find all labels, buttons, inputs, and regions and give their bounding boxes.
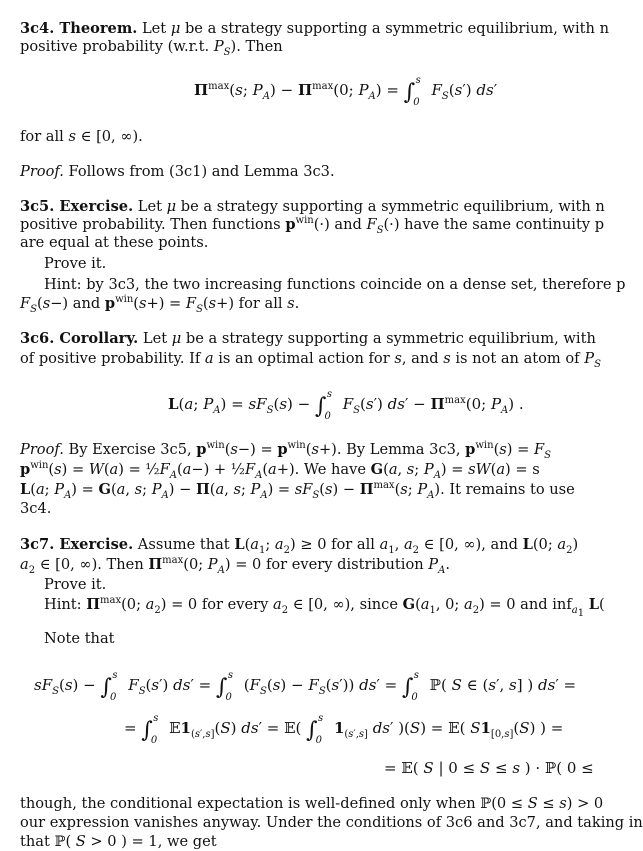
exercise-3c5-line3: are equal at these points. (20, 234, 209, 251)
proof-3c4: Proof. Follows from (3c1) and Lemma 3c3. (20, 163, 335, 180)
exercise-3c7-line1: 3c7. Exercise. Assume that $L(a_1$; $a_2) \ge 0$ for all $a_1$, $a_2$ ∈ [0, ∞), and L(0; $a_2$) (20, 536, 579, 556)
equation-note-line1: $sF_S(s) - \int_0^s$ $F_S(s') ds' = \int_0^s$ $(F_S(s) - F_S(s')) ds' = \int_0^s$ ℙ( S ∈ (s′, s] ) ds′ = (34, 670, 577, 703)
paper-page (20, 0, 643, 850)
exercise-3c5-line2: positive probability. Then functions $p^{win}(\cdot)$ and $F_S(\cdot)$ have the same continuity p (20, 215, 605, 236)
exercise-3c5-hint: Hint: by 3c3, the two increasing functions coincide on a dense set, therefore p (44, 276, 626, 293)
equation-note-line2: = $\int_0^s$ $𝔼1_{(s',s]}(S) ds'$ = 𝔼( $\int_0^s$ $1_{(s',s]}$ ds′ )(S) = 𝔼( $S1_{[0,s]}(S)$ ) = (124, 713, 564, 746)
theorem-3c4-line2: positive probability (w.r.t. $P_S$). Then (20, 38, 283, 58)
equation-theorem-3c4: $\Pi^{max}(s$; $P_A) - \Pi^{max}(0$; $P_A) = \int_0^s$ $F_S(s')$ ds′ (194, 75, 498, 108)
corollary-3c6-line1: 3c6. Corollary. Let μ be a strategy supporting a symmetric equilibrium, with (20, 330, 596, 347)
corollary-3c6-line2: of positive probability. If a is an optimal action for s, and s is not an atom of $P_S$ (20, 350, 601, 370)
equation-note-line3: = 𝔼( S | 0 ≤ S ≤ s ) · ℙ( 0 ≤ (384, 759, 594, 777)
remark-line3: that ℙ( S > 0 ) = 1, we get (20, 833, 217, 850)
proof-3c6-line2: $p^{win}(s) = W(a)$ = $\frac{1}{2}F_A(a-)$ + $\frac{1}{2}F_A(a+)$. We have G(a, s; $P_A) = sW(a) = s$ (20, 460, 540, 481)
proof-3c6-line3: L(a; $P_A) = G(a$, s; $P_A) - \Pi(a$, s; $P_A) = sF_S(s) - \Pi^{max}(s$; $P_A$). It remains to use (20, 480, 575, 501)
remark-line1: though, the conditional expectation is well-defined only when ℙ(0 ≤ S ≤ s) > 0 (20, 795, 604, 812)
equation-corollary-3c6: L(a; $P_A) = sF_S(s) - \int_0^s$ $F_S(s') ds' - \Pi^{max}(0$; $P_A$) . (168, 389, 524, 422)
exercise-3c5-hint-cont: $F_S(s-)$ and $p^{win}(s+) = F_S(s+)$ for all s. (20, 294, 300, 315)
exercise-3c7-hint: Hint: $\Pi^{max}(0$; $a_2) = 0$ for every $a_2$ ∈ [0, ∞), since $G(a_1$, 0; $a_2) = 0$ and inf$_{a_1}$ L( (44, 595, 605, 619)
proof-3c6-line4: 3c4. (20, 500, 52, 517)
theorem-3c4-line3: for all s ∈ [0, ∞). (20, 128, 143, 145)
exercise-3c5-prove: Prove it. (44, 255, 107, 272)
exercise-3c7-prove: Prove it. (44, 576, 107, 593)
remark-line2: our expression vanishes anyway. Under the conditions of 3c6 and 3c7, and taking in (20, 814, 643, 831)
proof-3c6-line1: Proof. By Exercise 3c5, $p^{win}(s-) = p^{win}(s+)$. By Lemma 3c3, $p^{win}(s) = F_S$ (20, 440, 551, 461)
theorem-3c4-line1: 3c4. Theorem. Let μ be a strategy supporting a symmetric equilibrium, with n (20, 20, 609, 37)
exercise-3c5-line1: 3c5. Exercise. Let μ be a strategy supporting a symmetric equilibrium, with n (20, 198, 605, 215)
exercise-3c7-line2: $a_2$ ∈ [0, ∞). Then $\Pi^{max}(0$; $P_A) = 0$ for every distribution $P_A$. (20, 555, 450, 576)
note-that: Note that (44, 630, 115, 647)
